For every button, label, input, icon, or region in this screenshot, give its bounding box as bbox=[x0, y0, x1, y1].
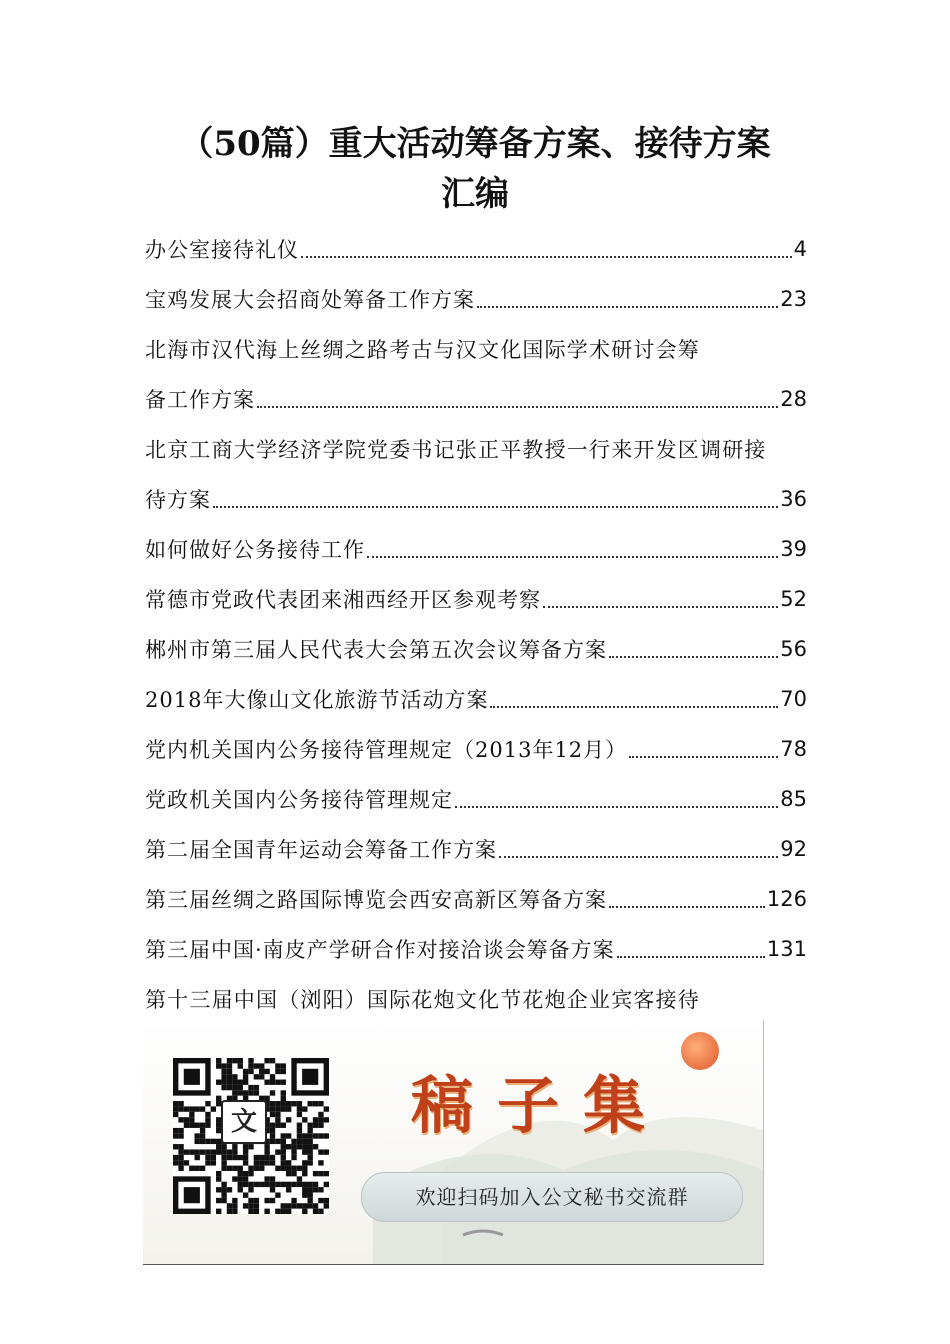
toc-page-number: 56 bbox=[780, 637, 807, 661]
promo-banner bbox=[143, 1020, 764, 1265]
toc-entry[interactable] bbox=[145, 574, 807, 624]
toc-leader-dots bbox=[301, 256, 792, 258]
join-group-caption: 欢迎扫码加入公文秘书交流群 bbox=[415, 1185, 689, 1209]
toc-entry[interactable] bbox=[145, 324, 807, 374]
toc-leader-dots bbox=[367, 556, 778, 558]
sun-icon bbox=[681, 1032, 719, 1070]
toc-entry[interactable] bbox=[145, 724, 807, 774]
toc-page-number: 131 bbox=[766, 937, 807, 961]
toc-entry-title: 宝鸡发展大会招商处筹备工作方案 bbox=[145, 288, 475, 312]
toc-leader-dots bbox=[455, 806, 778, 808]
toc-entry-title: 第十三届中国（浏阳）国际花炮文化节花炮企业宾客接待 bbox=[145, 988, 700, 1012]
toc-page-number: 70 bbox=[780, 687, 807, 711]
toc-entry-title: 北海市汉代海上丝绸之路考古与汉文化国际学术研讨会筹 bbox=[145, 338, 700, 362]
toc-entry-title: 郴州市第三届人民代表大会第五次会议筹备方案 bbox=[145, 638, 607, 662]
toc-entry-title: 常德市党政代表团来湘西经开区参观考察 bbox=[145, 588, 541, 612]
toc-leader-dots bbox=[629, 756, 778, 758]
toc-entry-title: 待方案 bbox=[145, 488, 211, 512]
document-logo-icon: 文 bbox=[221, 1100, 267, 1144]
toc-leader-dots bbox=[609, 656, 778, 658]
toc-entry[interactable] bbox=[145, 824, 807, 874]
toc-entry-title: 党内机关国内公务接待管理规定（2013年12月） bbox=[145, 738, 628, 762]
toc-page-number: 23 bbox=[780, 287, 807, 311]
toc-entry[interactable] bbox=[145, 774, 807, 824]
toc-leader-dots bbox=[609, 906, 765, 908]
toc-page-number: 52 bbox=[780, 587, 807, 611]
toc-entry[interactable] bbox=[145, 674, 807, 724]
toc-entry[interactable] bbox=[145, 274, 807, 324]
toc-entry[interactable] bbox=[145, 974, 807, 1024]
table-of-contents bbox=[145, 224, 807, 1024]
toc-entry[interactable] bbox=[145, 424, 807, 474]
toc-entry-title: 第二届全国青年运动会筹备工作方案 bbox=[145, 838, 497, 862]
toc-entry-title: 第三届丝绸之路国际博览会西安高新区筹备方案 bbox=[145, 888, 607, 912]
toc-page-number: 28 bbox=[780, 387, 807, 411]
toc-entry[interactable] bbox=[145, 474, 807, 524]
toc-leader-dots bbox=[543, 606, 778, 608]
toc-entry[interactable] bbox=[145, 224, 807, 274]
toc-entry[interactable] bbox=[145, 624, 807, 674]
toc-leader-dots bbox=[490, 706, 778, 708]
toc-entry[interactable] bbox=[145, 524, 807, 574]
join-group-caption-box bbox=[361, 1172, 743, 1222]
toc-leader-dots bbox=[617, 956, 765, 958]
toc-entry[interactable] bbox=[145, 924, 807, 974]
toc-entry-title: 办公室接待礼仪 bbox=[145, 238, 299, 262]
toc-entry-title: 北京工商大学经济学院党委书记张正平教授一行来开发区调研接 bbox=[145, 438, 767, 462]
toc-page-number: 4 bbox=[793, 237, 807, 261]
toc-page-number: 39 bbox=[780, 537, 807, 561]
toc-entry-title: 备工作方案 bbox=[145, 388, 255, 412]
toc-entry-title: 第三届中国·南皮产学研合作对接洽谈会筹备方案 bbox=[145, 938, 615, 962]
toc-page-number: 126 bbox=[766, 887, 807, 911]
toc-leader-dots bbox=[499, 856, 778, 858]
toc-leader-dots bbox=[257, 406, 778, 408]
toc-entry-title: 如何做好公务接待工作 bbox=[145, 538, 365, 562]
toc-entry[interactable] bbox=[145, 374, 807, 424]
toc-leader-dots bbox=[213, 506, 778, 508]
toc-page-number: 85 bbox=[780, 787, 807, 811]
brand-name: 稿子集 bbox=[411, 1069, 670, 1142]
toc-entry-title: 党政机关国内公务接待管理规定 bbox=[145, 788, 453, 812]
toc-entry-title: 2018年大像山文化旅游节活动方案 bbox=[145, 688, 489, 712]
document-title-line2: 汇编 bbox=[441, 174, 509, 214]
toc-page-number: 36 bbox=[780, 487, 807, 511]
toc-leader-dots bbox=[477, 306, 778, 308]
toc-entry[interactable] bbox=[145, 874, 807, 924]
toc-page-number: 78 bbox=[780, 737, 807, 761]
toc-page-number: 92 bbox=[780, 837, 807, 861]
document-title-line1: （50篇）重大活动筹备方案、接待方案 bbox=[179, 124, 771, 164]
